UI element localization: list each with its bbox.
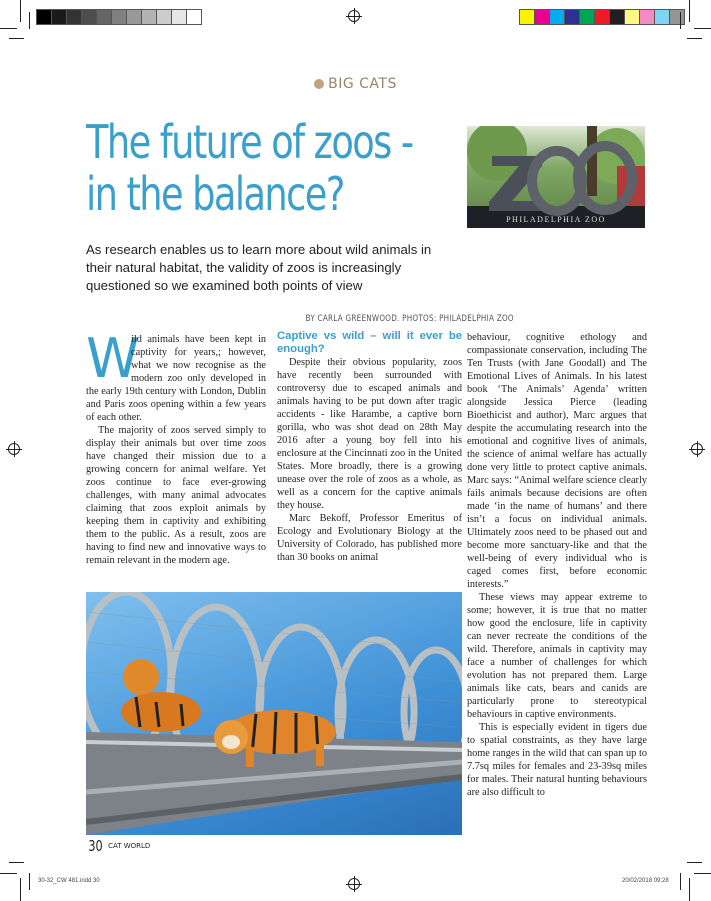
tiger-left bbox=[121, 659, 201, 732]
color-swatch bbox=[610, 10, 625, 24]
crop-mark bbox=[680, 12, 681, 29]
crop-mark bbox=[694, 873, 711, 874]
crop-mark bbox=[687, 38, 702, 39]
drop-cap: W bbox=[86, 327, 140, 390]
crop-mark bbox=[694, 28, 711, 29]
color-swatch bbox=[550, 10, 565, 24]
zoo-sign-text: PHILADELPHIA ZOO bbox=[506, 215, 606, 224]
crop-mark bbox=[29, 873, 30, 890]
color-swatch bbox=[670, 10, 684, 24]
color-swatch bbox=[187, 10, 201, 24]
standfirst: As research enables us to learn more about wild animals in their natural habitat, the validity of zoos is increasingly questioned so we examined both points of view bbox=[86, 242, 432, 293]
slug-date: 20/02/2018 09:28 bbox=[622, 878, 669, 884]
title-line-1: The future of zoos - bbox=[86, 115, 413, 169]
paragraph: behaviour, cognitive ethology and compassionate conservation, including The Ten Trusts (with Jane Goodall) and The Emotional Lives of Animals. In his latest book ‘The Animals’ Agenda’ written alongside Jessica Pierce (leading Bioethicist and author), Marc argues that despite the accumulating research into the emotional and cognitive lives of animals, the science of animal welfare has actually done very little to protect captive animals. Marc says: “Animal welfare science clearly fails animals because decisions are often made ‘in the name of humans’ and there isn’t a focus on individual animals. Ultimately zoos need to be phased out and become more sanctuary-like and that the well-being of every individual who is caged comes first, before economic interests.” bbox=[467, 332, 647, 590]
body-column-1 bbox=[86, 327, 266, 567]
paragraph: This is especially evident in tigers due to spatial constraints, as they have large home ranges in the wild that can span up to 7.7sq miles for females and 23-39sq miles for males. Their natural hunting behaviours are also difficult to bbox=[467, 722, 647, 798]
magazine-name: CAT WORLD bbox=[108, 842, 151, 850]
tigers-tunnel-photo bbox=[86, 592, 462, 835]
crop-mark bbox=[0, 873, 17, 874]
color-swatch bbox=[520, 10, 535, 24]
color-swatch bbox=[655, 10, 670, 24]
crop-mark bbox=[689, 0, 690, 22]
page-folio bbox=[86, 837, 150, 855]
color-swatch bbox=[142, 10, 157, 24]
subheading: Captive vs wild – will it ever be enough? bbox=[277, 330, 462, 355]
paw-icon bbox=[314, 79, 324, 89]
color-swatch bbox=[595, 10, 610, 24]
crop-mark bbox=[29, 12, 30, 29]
section-label-text: BIG CATS bbox=[328, 76, 397, 92]
crop-mark bbox=[20, 0, 21, 22]
crop-mark bbox=[687, 862, 702, 863]
color-swatch bbox=[157, 10, 172, 24]
color-swatch bbox=[67, 10, 82, 24]
color-swatch bbox=[625, 10, 640, 24]
color-swatch bbox=[580, 10, 595, 24]
zoo-sign-photo bbox=[467, 126, 645, 228]
crop-mark bbox=[680, 873, 681, 890]
slug-file: 30-32_CW 481.indd 30 bbox=[38, 878, 100, 884]
page-number: 30 bbox=[88, 837, 103, 855]
registration-mark-icon bbox=[348, 10, 360, 22]
paragraph: These views may appear extreme to some; however, it is true that no matter how good the enclosure, life in captivity can never recreate the conditions of the wild. Therefore, animals in captivity may face a number of challenges for which evolution has not prepared them. Large animals like cats, bears and canids are particularly prone to stereotypical behaviours in captive environments. bbox=[467, 592, 647, 720]
color-swatch bbox=[535, 10, 550, 24]
crop-mark bbox=[9, 862, 24, 863]
color-swatch bbox=[52, 10, 67, 24]
color-swatch bbox=[565, 10, 580, 24]
color-swatch bbox=[640, 10, 655, 24]
paragraph: Marc Bekoff, Professor Emeritus of Ecology and Evolutionary Biology at the University of Colorado, has published more than 30 books on animal bbox=[277, 513, 462, 563]
byline: BY CARLA GREENWOOD. PHOTOS: PHILADELPHIA ZOO bbox=[305, 314, 514, 324]
crop-mark bbox=[20, 878, 21, 901]
color-swatch bbox=[127, 10, 142, 24]
color-swatch-bar bbox=[519, 9, 685, 25]
body-column-3 bbox=[467, 331, 647, 799]
section-label bbox=[0, 76, 711, 92]
registration-mark-icon bbox=[691, 443, 703, 455]
color-swatch bbox=[97, 10, 112, 24]
color-swatch bbox=[172, 10, 187, 24]
paragraph: ild animals have been kept in captivity for years,; however, what we now recognise as the modern zoo only developed in the early 19th century with London, Dublin and Paris zoos opening within a few years of each other. bbox=[86, 334, 266, 423]
title-line-2: in the balance? bbox=[86, 167, 344, 221]
article-title bbox=[86, 116, 462, 220]
crop-mark bbox=[0, 28, 17, 29]
gray-swatch-bar bbox=[36, 9, 202, 25]
body-column-2 bbox=[277, 330, 462, 564]
color-swatch bbox=[82, 10, 97, 24]
paragraph: Despite their obvious popularity, zoos have recently been surrounded with controversy due to escaped animals and animals having to be put down after tragic accidents - like Harambe, a captive born gorilla, who was shot dead on 28th May 2016 after a young boy fell into his enclosure at the Cincinnati zoo in the United States. More broadly, there is a growing unease over the role of zoos as a whole, as well as a concern for the captive animals they house. bbox=[277, 357, 462, 511]
color-swatch bbox=[37, 10, 52, 24]
paragraph: The majority of zoos served simply to display their animals but over time zoos have changed their mission due to a growing concern for animal welfare. Yet zoos continue to face ever-growing challenges, with many animal advocates claiming that zoos exploit animals by keeping them in captivity and exhibiting them to the public. As a result, zoos are having to find new and innovative ways to remain relevant in the modern age. bbox=[86, 425, 266, 566]
crop-mark bbox=[9, 38, 24, 39]
registration-mark-icon bbox=[8, 443, 20, 455]
crop-mark bbox=[689, 878, 690, 901]
registration-mark-icon bbox=[348, 878, 360, 890]
color-swatch bbox=[112, 10, 127, 24]
